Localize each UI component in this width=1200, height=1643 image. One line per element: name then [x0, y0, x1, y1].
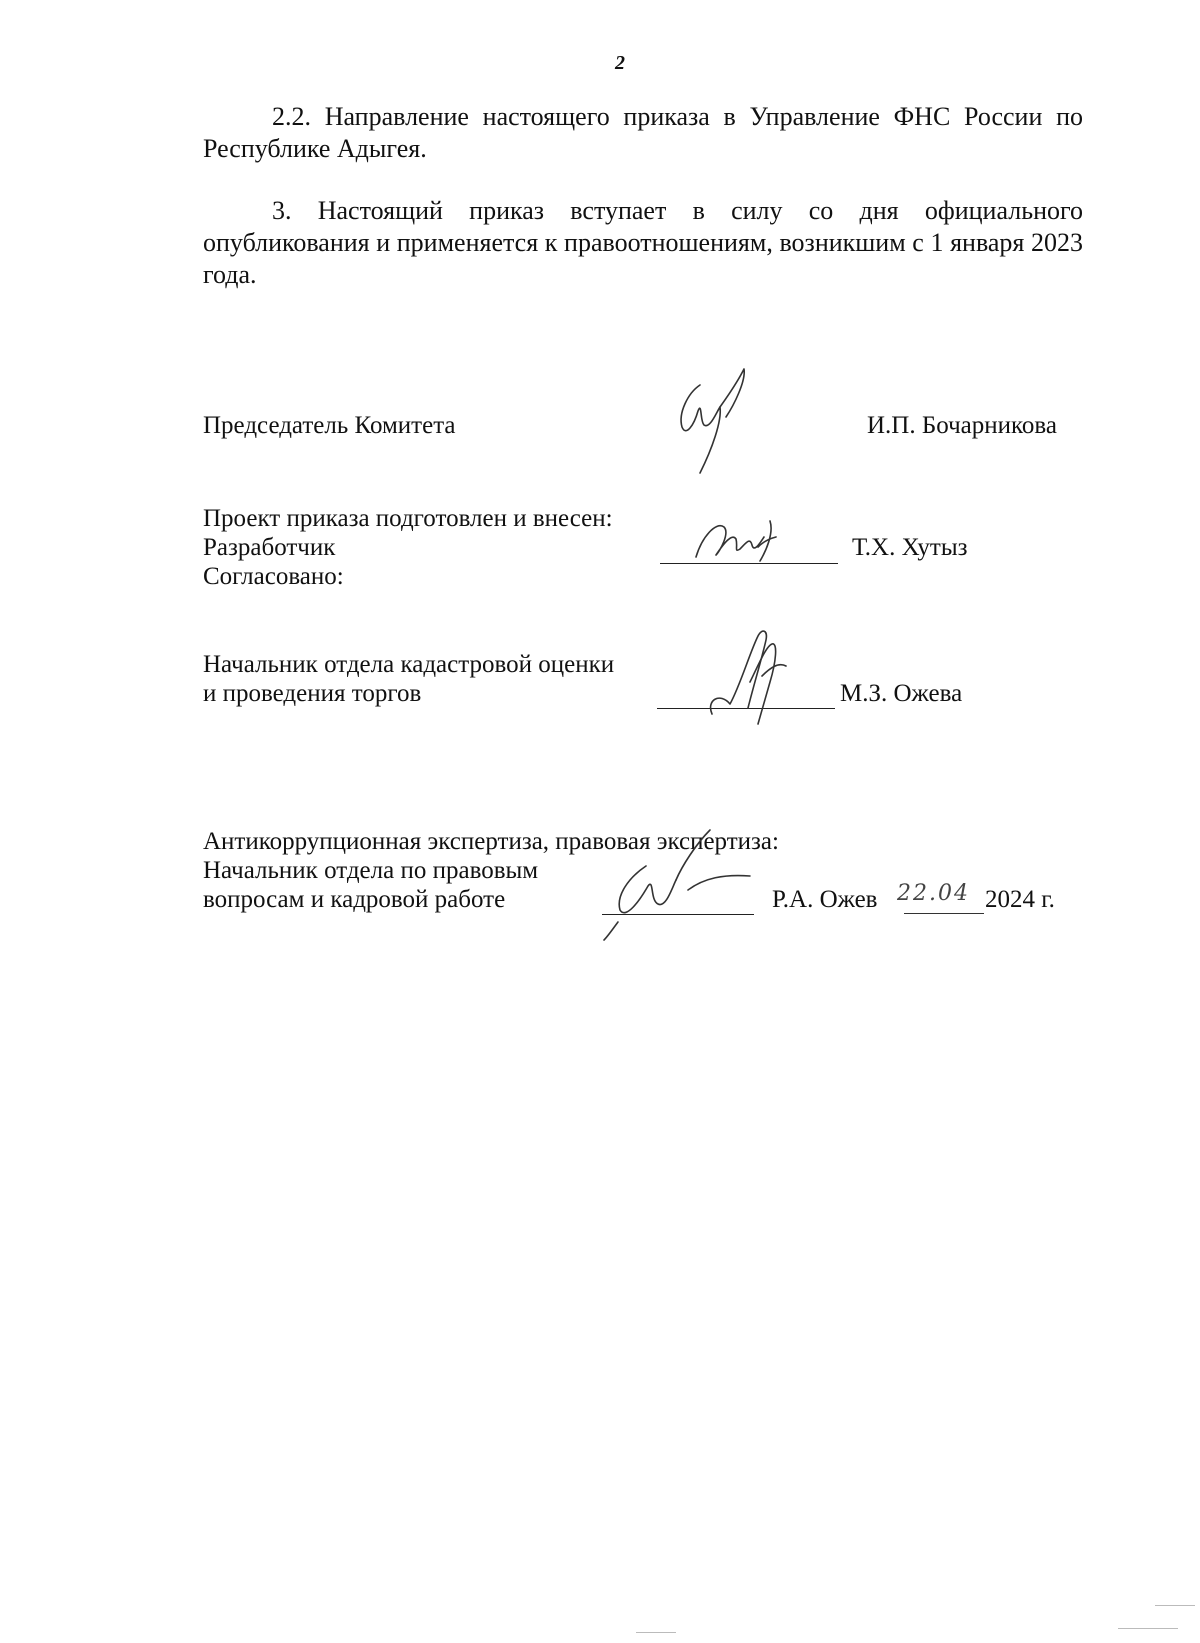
scan-artifact: [1118, 1628, 1178, 1629]
developer-signature-icon: [690, 515, 810, 565]
chairman-title: Председатель Комитета: [203, 412, 456, 439]
chairman-signature-icon: [660, 365, 770, 480]
approved-label: Согласовано:: [203, 563, 344, 590]
legal-head-title-line2: вопросам и кадровой работе: [203, 886, 506, 913]
project-prepared-label: Проект приказа подготовлен и внесен:: [203, 505, 613, 532]
scan-artifact: [636, 1632, 676, 1633]
cadastral-head-name: М.З. Ожева: [840, 680, 963, 707]
legal-head-signature-icon: [600, 826, 760, 941]
date-underline: [904, 913, 984, 914]
paragraph-2-2: 2.2. Направление настоящего приказа в Управление ФНС России по Республике Адыгея.: [203, 102, 1083, 163]
developer-name: Т.Х. Хутыз: [852, 534, 968, 561]
paragraph-3: 3. Настоящий приказ вступает в силу со дня официального опубликования и применяется к правоотношениям, возникшим с 1 января 2023 года.: [203, 196, 1083, 289]
scan-artifact: [1155, 1605, 1195, 1606]
cadastral-head-signature-icon: [700, 622, 810, 732]
cadastral-head-title-line1: Начальник отдела кадастровой оценки: [203, 651, 615, 678]
cadastral-head-title-line2: и проведения торгов: [203, 680, 422, 707]
legal-review-header: Антикоррупционная экспертиза, правовая экспертиза:: [203, 828, 779, 855]
developer-title: Разработчик: [203, 534, 336, 561]
legal-head-title-line1: Начальник отдела по правовым: [203, 857, 539, 884]
page-number: 2: [615, 52, 625, 74]
chairman-name: И.П. Бочарникова: [867, 412, 1057, 439]
date-year: 2024 г.: [985, 886, 1055, 913]
legal-head-name: Р.А. Ожев: [772, 886, 878, 913]
handwritten-date: 22.04: [897, 881, 970, 906]
